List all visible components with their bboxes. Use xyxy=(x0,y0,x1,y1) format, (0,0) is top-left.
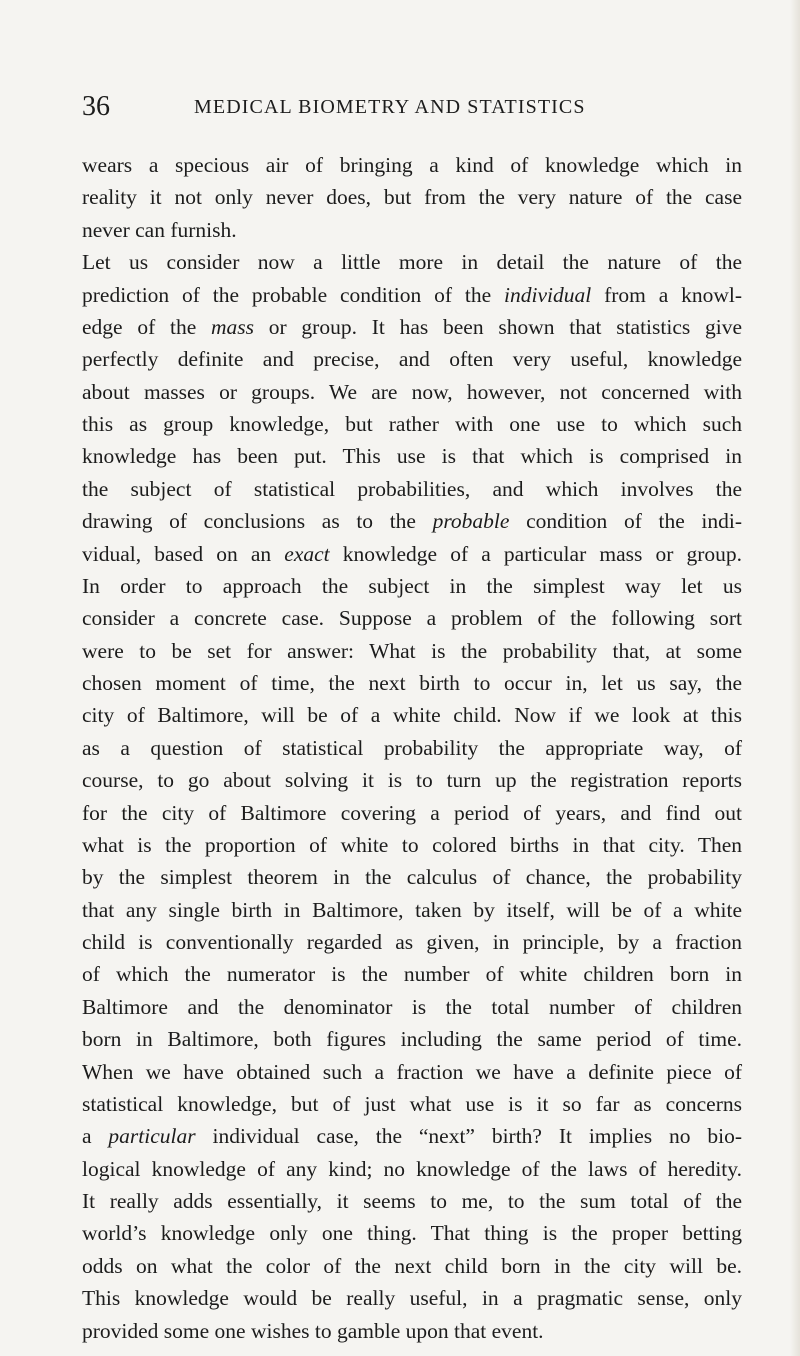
emphasis-exact: exact xyxy=(284,541,330,566)
text-line: odds on what the color of the next child born in the city will be. xyxy=(82,1253,742,1278)
page-number: 36 xyxy=(82,91,110,122)
text-line: born in Baltimore, both figures including the same period of time. xyxy=(82,1027,742,1052)
text-line: knowledge has been put. This use is that which is comprised in xyxy=(82,444,742,469)
text-line: chosen moment of time, the next birth to occur in, let us say, the xyxy=(82,671,742,695)
text-line: This knowledge would be really useful, in a pragmatic sense, only xyxy=(82,1286,742,1311)
text-line: never can furnish. xyxy=(82,217,237,242)
paragraph-start-line: Let us consider now a little more in detail the nature of the xyxy=(82,250,742,275)
text-line: a particular individual case, the “next” birth? It implies no bio- xyxy=(82,1124,742,1149)
text-line: this as group knowledge, but rather with one use to which such xyxy=(82,412,742,436)
running-head xyxy=(82,92,742,122)
text-line: drawing of conclusions as to the probable condition of the indi- xyxy=(82,509,743,534)
page-edge-shadow xyxy=(790,0,800,1356)
text-line: for the city of Baltimore covering a period of years, and find out xyxy=(82,800,742,825)
text-line: about masses or groups. We are now, however, not concerned with xyxy=(82,379,742,404)
emphasis-particular: particular xyxy=(108,1124,196,1149)
paragraph-start-line: In order to approach the subject in the simplest way let us xyxy=(82,573,742,598)
text-line: perfectly definite and precise, and often very useful, knowledge xyxy=(82,347,742,372)
running-title: MEDICAL BIOMETRY AND STATISTICS xyxy=(194,96,586,118)
text-line: child is conventionally regarded as given, in principle, by a fraction xyxy=(82,930,742,954)
text-line: world’s knowledge only one thing. That thing is the proper betting xyxy=(82,1221,742,1246)
text-line: Baltimore and the denominator is the total number of children xyxy=(82,994,742,1019)
emphasis-probable: probable xyxy=(432,509,510,534)
text-line: vidual, based on an exact knowledge of a particular mass or group. xyxy=(82,541,742,566)
text-line: what is the proportion of white to colored births in that city. Then xyxy=(82,832,742,857)
emphasis-mass: mass xyxy=(211,314,255,339)
text-line: logical knowledge of any kind; no knowledge of the laws of heredity. xyxy=(82,1156,742,1181)
text-line: consider a concrete case. Suppose a problem of the following sort xyxy=(82,606,742,631)
body-text xyxy=(82,149,742,1347)
text-line: wears a specious air of bringing a kind of knowledge which in xyxy=(82,153,742,177)
text-line: the subject of statistical probabilities, and which involves the xyxy=(82,476,742,501)
text-line: statistical knowledge, but of just what use is it so far as concerns xyxy=(82,1091,742,1116)
text-line: reality it not only never does, but from the very nature of the case xyxy=(82,185,742,210)
text-line: edge of the mass or group. It has been shown that statistics give xyxy=(82,314,743,339)
emphasis-individual: individual xyxy=(504,282,592,307)
text-line: provided some one wishes to gamble upon that event. xyxy=(82,1318,544,1343)
text-line: were to be set for answer: What is the probability that, at some xyxy=(82,638,742,663)
text-line: prediction of the probable condition of the individual from a knowl- xyxy=(82,282,743,307)
text-line: of which the numerator is the number of white children born in xyxy=(82,962,742,987)
text-line: city of Baltimore, will be of a white child. Now if we look at this xyxy=(82,703,742,728)
text-line: by the simplest theorem in the calculus of chance, the probability xyxy=(82,865,742,890)
text-line: When we have obtained such a fraction we have a definite piece of xyxy=(82,1059,742,1084)
text-line: as a question of statistical probability the appropriate way, of xyxy=(82,735,742,760)
text-line: course, to go about solving it is to turn up the registration reports xyxy=(82,768,742,793)
text-line: It really adds essentially, it seems to me, to the sum total of the xyxy=(82,1189,742,1213)
text-line: that any single birth in Baltimore, taken by itself, will be of a white xyxy=(82,897,742,922)
